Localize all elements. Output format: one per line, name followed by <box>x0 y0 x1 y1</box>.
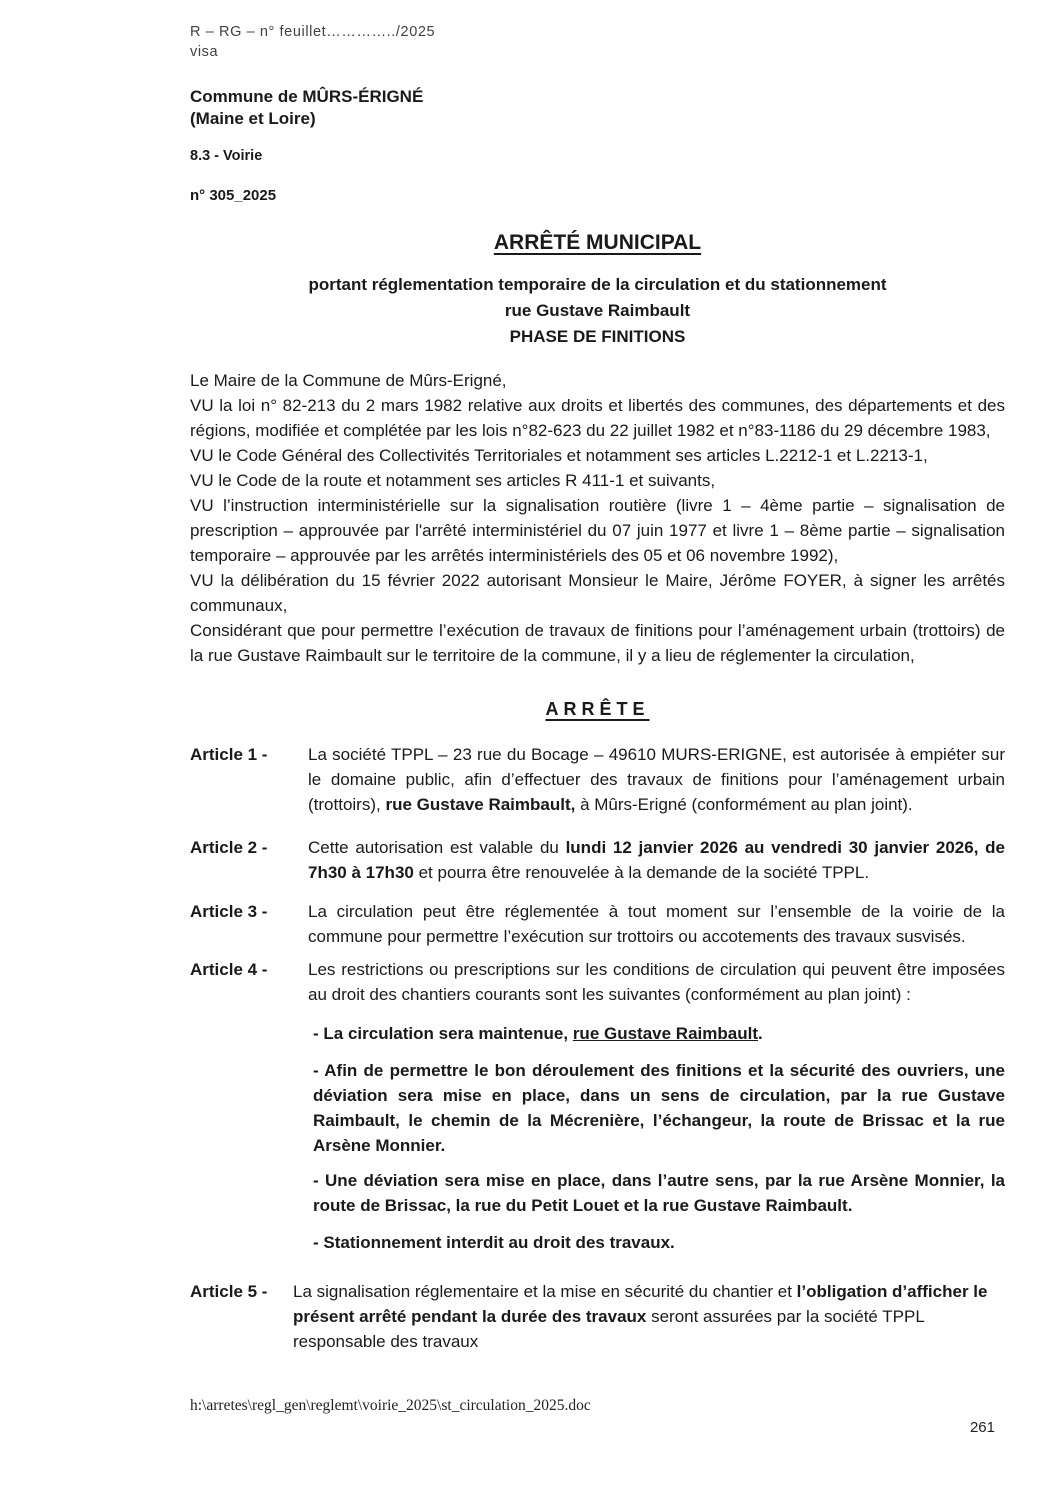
commune-name: Commune de MÛRS-ÉRIGNÉ <box>190 87 424 106</box>
article-3-body: La circulation peut être réglementée à tout moment sur l’ensemble de la voirie de la commune pour permettre l’exécution sur trottoirs ou accotements des travaux susvisés. <box>308 902 1005 946</box>
decree-heading: ARRÊTE <box>545 699 650 719</box>
article-2-body: Cette autorisation est valable du lundi 12 janvier 2026 au vendredi 30 janvier 2026, de 7h30 à 17h30 et pourra être renouvelée à la demande de la société TPPL. <box>308 838 1005 882</box>
preamble-considerant: Considérant que pour permettre l’exécution de travaux de finitions pour l’aménagement urbain (trottoirs) de la rue Gustave Raimbault sur le territoire de la commune, il y a lieu de réglementer la circulation, <box>190 621 1005 665</box>
footer-file-path: h:\arretes\regl_gen\reglemt\voirie_2025\st_circulation_2025.doc <box>190 1397 591 1414</box>
article-4-bullet-1: - La circulation sera maintenue, rue Gustave Raimbault. <box>313 1024 763 1043</box>
document-subtitle <box>190 272 1005 350</box>
article-4-bullet-2: - Afin de permettre le bon déroulement des finitions et la sécurité des ouvriers, une déviation sera mise en place, dans un sens de circulation, par la rue Gustave Raimbault, le chemin de la Mécrenière, l’échangeur, la route de Brissac et la rue Arsène Monnier. <box>313 1061 1005 1155</box>
article-3 <box>190 899 1005 949</box>
article-5-body: La signalisation réglementaire et la mise en sécurité du chantier et l’obligation d’afficher le présent arrêté pendant la durée des travaux seront assurées par la société TPPL responsable des travaux <box>293 1282 988 1351</box>
order-number: n° 305_2025 <box>190 187 277 204</box>
subtitle-line-2: rue Gustave Raimbault <box>504 301 691 320</box>
filing-category: 8.3 - Voirie <box>190 148 263 164</box>
article-4-bullet-3: - Une déviation sera mise en place, dans l’autre sens, par la rue Arsène Monnier, la route de Brissac, la rue du Petit Louet et la rue Gustave Raimbault. <box>313 1171 1005 1215</box>
document-title: ARRÊTÉ MUNICIPAL <box>493 231 702 254</box>
article-5 <box>190 1279 1005 1354</box>
preamble-vu-2: VU le Code Général des Collectivités Territoriales et notamment ses articles L.2212-1 et L.2213-1, <box>190 446 928 465</box>
registry-reference-line: R – RG – n° feuillet…………../2025 <box>190 24 436 40</box>
preamble-vu-1: VU la loi n° 82-213 du 2 mars 1982 relative aux droits et libertés des communes, des départements et des régions, modifiée et complétée par les lois n°82-623 du 22 juillet 1982 et n°83-1186 du 29 décembre 1983, <box>190 396 1005 440</box>
article-5-label: Article 5 - <box>190 1282 268 1301</box>
preamble-vu-4: VU l’instruction interministérielle sur la signalisation routière (livre 1 – 4ème partie – signalisation de prescription – approuvée par l'arrêté interministériel du 07 juin 1977 et livre 1 – 8ème partie – signalisation temporaire – approuvée par les arrêtés interministériels des 05 et 06 novembre 1992), <box>190 496 1005 565</box>
article-4 <box>190 957 1005 1007</box>
article-1 <box>190 742 1005 817</box>
article-4-body: Les restrictions ou prescriptions sur les conditions de circulation qui peuvent être imposées au droit des chantiers courants sont les suivantes (conformément au plan joint) : <box>308 960 1005 1004</box>
preamble-vu-3: VU le Code de la route et notamment ses articles R 411-1 et suivants, <box>190 471 716 490</box>
preamble <box>190 368 1005 668</box>
visa-label: visa <box>190 44 219 60</box>
article-1-label: Article 1 - <box>190 745 268 764</box>
article-2 <box>190 835 1005 885</box>
subtitle-line-3: PHASE DE FINITIONS <box>509 327 686 346</box>
preamble-intro: Le Maire de la Commune de Mûrs-Erigné, <box>190 371 507 390</box>
page-number: 261 <box>969 1419 995 1436</box>
article-2-label: Article 2 - <box>190 838 268 857</box>
article-4-bullet-4: - Stationnement interdit au droit des travaux. <box>313 1233 675 1252</box>
article-3-label: Article 3 - <box>190 902 268 921</box>
department-name: (Maine et Loire) <box>190 109 316 128</box>
subtitle-line-1: portant réglementation temporaire de la circulation et du stationnement <box>308 275 887 294</box>
article-4-bullet-list <box>313 1021 1005 1255</box>
article-1-body: La société TPPL – 23 rue du Bocage – 49610 MURS-ERIGNE, est autorisée à empiéter sur le domaine public, afin d’effectuer des travaux de finitions pour l’aménagement urbain (trottoirs), rue Gustave Raimbault, à Mûrs-Erigné (conformément au plan joint). <box>308 745 1005 814</box>
preamble-vu-5: VU la délibération du 15 février 2022 autorisant Monsieur le Maire, Jérôme FOYER, à signer les arrêtés communaux, <box>190 571 1005 615</box>
article-4-label: Article 4 - <box>190 960 268 979</box>
